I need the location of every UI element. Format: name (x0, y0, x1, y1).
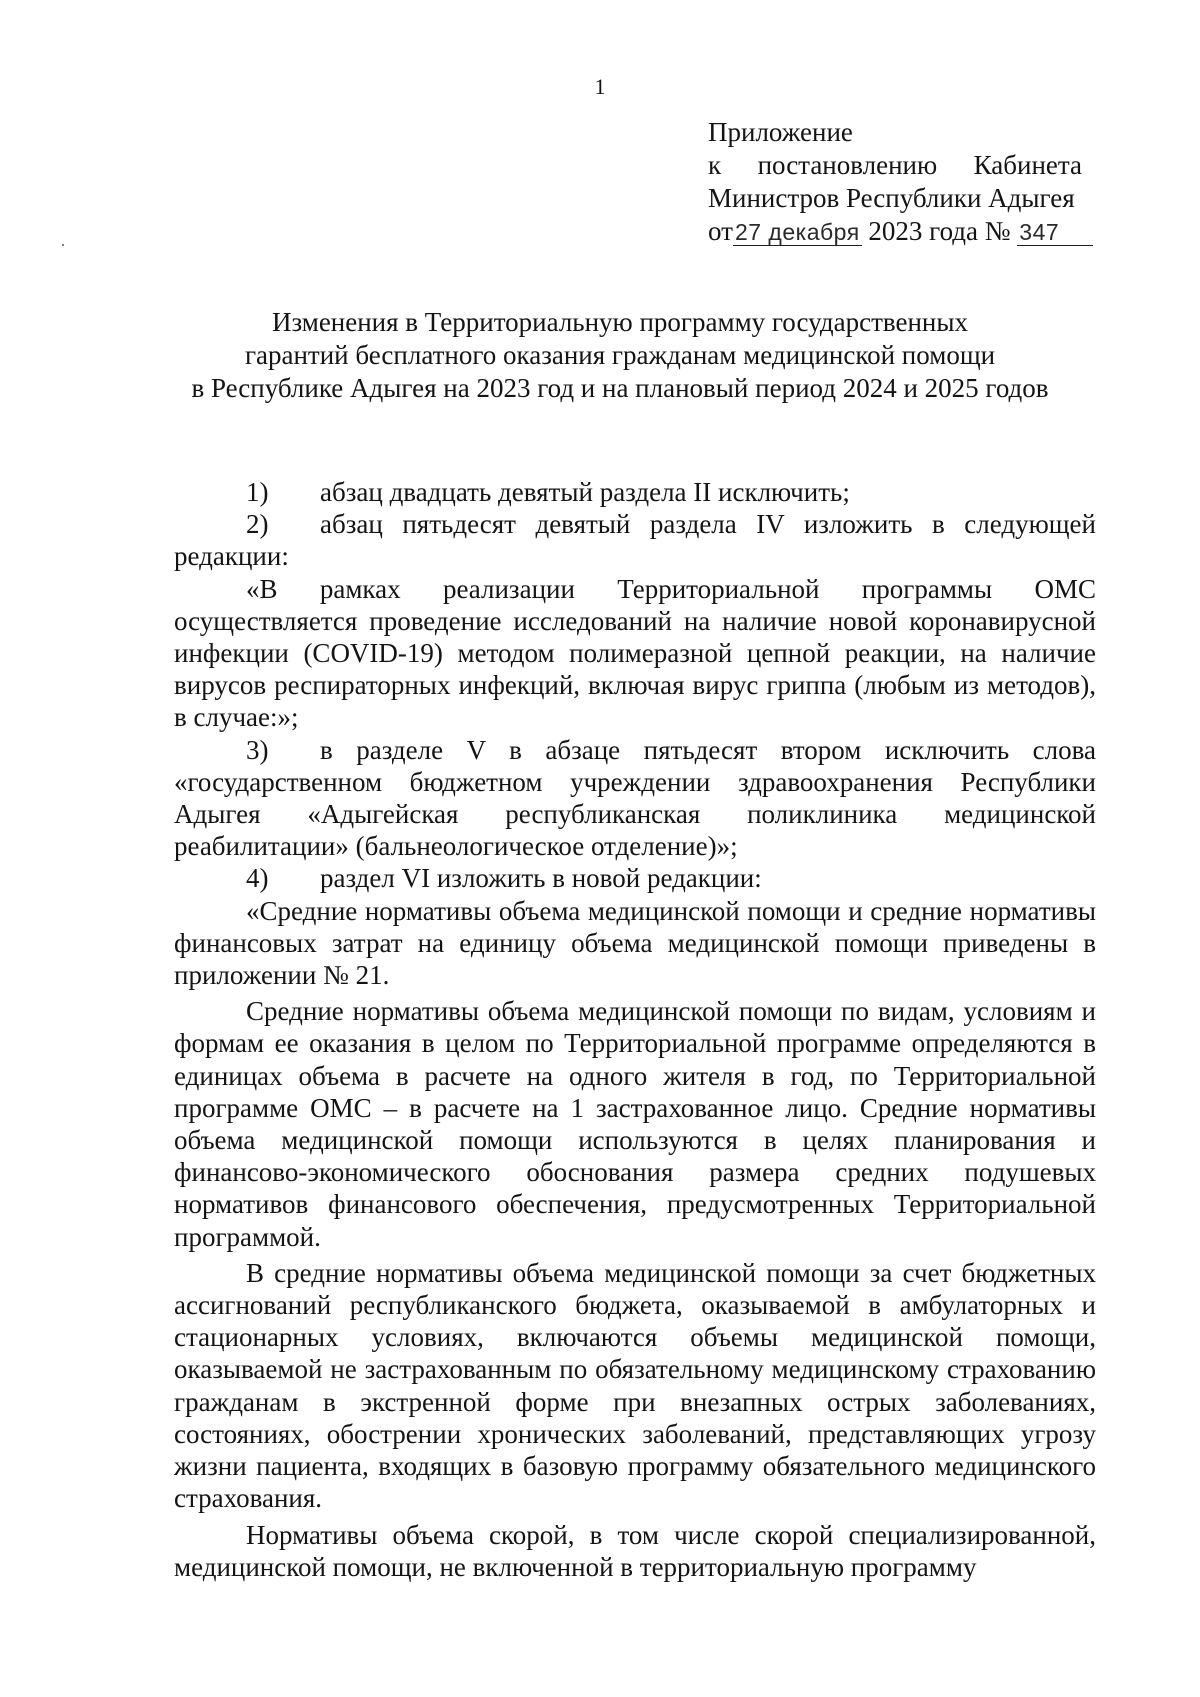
document-body (174, 476, 1096, 1583)
paragraph-1: «Средние нормативы объема медицинской помощи и средние нормативы финансовых затрат на единицу объема медицинской помощи приведены в приложении № 21. (174, 895, 1096, 991)
item-3-text: в разделе V в абзаце пятьдесят втором исключить слова «государственном бюджетном учреждении здравоохранения Республики Адыгея «Адыгейская республиканская поликлиника медицинской реабилитации» (бальнеологическое отделение)»; (174, 734, 1096, 862)
item-4-number: 4) (246, 863, 269, 894)
item-3-number: 3) (246, 734, 269, 765)
item-2 (174, 508, 1096, 572)
item-1-text: абзац двадцать девятый раздела II исключить; (320, 477, 850, 507)
item-1 (174, 476, 1096, 508)
item-1-number: 1) (246, 477, 269, 507)
resolution-word-k: к (708, 150, 722, 180)
item-2-number: 2) (246, 509, 269, 540)
paragraph-3: В средние нормативы объема медицинской помощи за счет бюджетных ассигнований республиканского бюджета, оказываемой в амбулаторных и стационарных условиях, включаются объемы медицинской помощи, оказываемой не застрахованным по обязательному медицинскому страхованию гражданам в экстренной форме при внезапных острых заболеваниях, состояниях, обострении хронических заболеваний, представляющих угрозу жизни пациента, входящих в базовую программу обязательного медицинского страхования. (174, 1257, 1096, 1514)
item-3 (174, 734, 1096, 863)
document-title (160, 306, 1080, 405)
handwritten-date: 27 декабря (734, 219, 860, 245)
paragraph-2: Средние нормативы объема медицинской помощи по видам, условиям и формам ее оказания в целом по Территориальной программе определяются в единицах объема в расчете на одного жителя в год, по Территориальной программе ОМС – в расчете на 1 застрахованное лицо. Средние нормативы объема медицинской помощи используются в целях планирования и финансово-экономического обоснования размера средних подушевых нормативов финансового обеспечения, предусмотренных Территориальной программой. (174, 996, 1096, 1252)
resolution-word-cabinet: Кабинета (973, 150, 1082, 180)
date-prefix: от (708, 216, 733, 246)
page-number: 1 (594, 74, 606, 99)
paragraph-4: Нормативы объема скорой, в том числе скорой специализированной, медицинской помощи, не включенной в территориальную программу (174, 1519, 1096, 1582)
scan-speck (62, 244, 64, 246)
title-line-1: Изменения в Территориальную программу государственных (271, 307, 969, 337)
item-2-text: абзац пятьдесят девятый раздела IV изложить в следующей редакции: (174, 509, 1096, 572)
title-line-2: гарантий бесплатного оказания гражданам медицинской помощи (244, 340, 996, 370)
ministers-line: Министров Республики Адыгея (708, 183, 1075, 213)
date-line (708, 215, 1082, 248)
date-suffix: 2023 года № (868, 216, 1011, 246)
item-4-text: раздел VI изложить в новой редакции: (320, 863, 762, 894)
title-line-3: в Республике Адыгея на 2023 год и на плановый период 2024 и 2025 годов (191, 373, 1049, 403)
item-2-quote: «В рамках реализации Территориальной программы ОМС осуществляется проведение исследований на наличие новой коронавирусной инфекции (COVID-19) методом полимеразной цепной реакции, на наличие вирусов респираторных инфекций, включая вирус гриппа (любым из методов), в случае:»; (174, 573, 1096, 733)
handwritten-number: 347 (1017, 219, 1093, 246)
resolution-word-decree: постановлению (757, 150, 938, 180)
attachment-label: Приложение (708, 117, 853, 147)
item-4 (174, 862, 1096, 894)
attachment-header (708, 116, 1082, 248)
resolution-line (708, 149, 1082, 182)
